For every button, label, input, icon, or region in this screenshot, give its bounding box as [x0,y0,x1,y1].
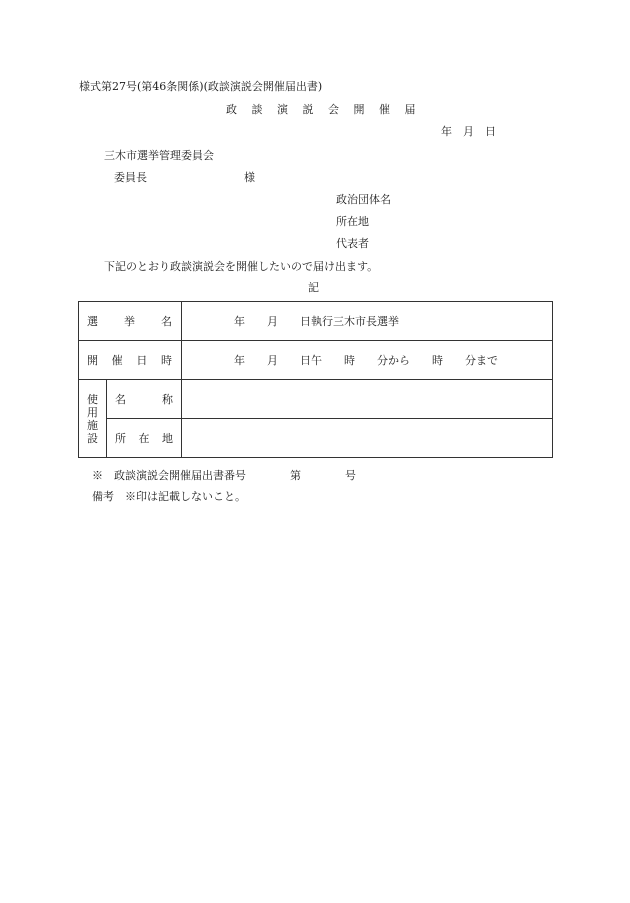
datetime-label-char: 時 [160,353,172,367]
datetime-value: 年 月 日午 時 分から 時 分まで [234,353,498,367]
facility-name-label [107,380,182,419]
addressee-honorific: 様 [244,171,255,184]
notification-table [78,301,553,458]
org-name-label: 政治団体名 [336,193,391,206]
table-row-datetime [79,341,553,380]
date-line: 年 月 日 [441,125,496,138]
datetime-label-char: 開 [87,353,98,367]
datetime-label-char: 催 [111,353,123,367]
facility-label [79,380,107,458]
election-label-char: 名 [161,314,172,328]
table-row-facility-location [79,419,553,458]
note-number: ※ 政談演説会開催届出書番号 第 号 [92,469,356,482]
table-row-election [79,302,553,341]
ki-heading: 記 [308,281,319,294]
representative-label: 代表者 [336,237,369,250]
datetime-value-cell[interactable] [182,341,553,380]
facility-label-char: 設 [87,431,98,445]
name-label-char: 名 [115,392,126,406]
location-label-char: 地 [162,431,173,445]
election-label-char: 選 [87,314,98,328]
addressee-committee: 三木市選挙管理委員会 [104,149,214,162]
note-remarks: 備考 ※印は記載しないこと。 [92,490,246,503]
addressee-chair: 委員長 [114,171,147,184]
facility-label-char: 使 [87,392,98,406]
datetime-label-char: 日 [136,353,148,367]
facility-label-char: 施 [87,418,98,432]
election-value-cell[interactable] [182,302,553,341]
election-label [79,302,182,341]
datetime-label [79,341,182,380]
facility-name-value-cell[interactable] [182,380,553,419]
address-label: 所在地 [336,215,369,228]
name-label-char: 称 [162,392,173,406]
document-title: 政 談 演 説 会 開 催 届 [226,103,421,116]
facility-location-label [107,419,182,458]
body-text: 下記のとおり政談演説会を開催したいので届け出ます。 [104,260,379,273]
location-label-char: 在 [138,431,150,445]
form-id: 様式第27号(第46条関係)(政談演説会開催届出書) [79,80,323,93]
election-label-char: 挙 [124,314,135,328]
facility-location-value-cell[interactable] [182,419,553,458]
location-label-char: 所 [115,431,126,445]
election-value: 年 月 日執行三木市長選挙 [234,314,399,328]
table-row-facility-name [79,380,553,419]
facility-label-char: 用 [87,405,98,419]
